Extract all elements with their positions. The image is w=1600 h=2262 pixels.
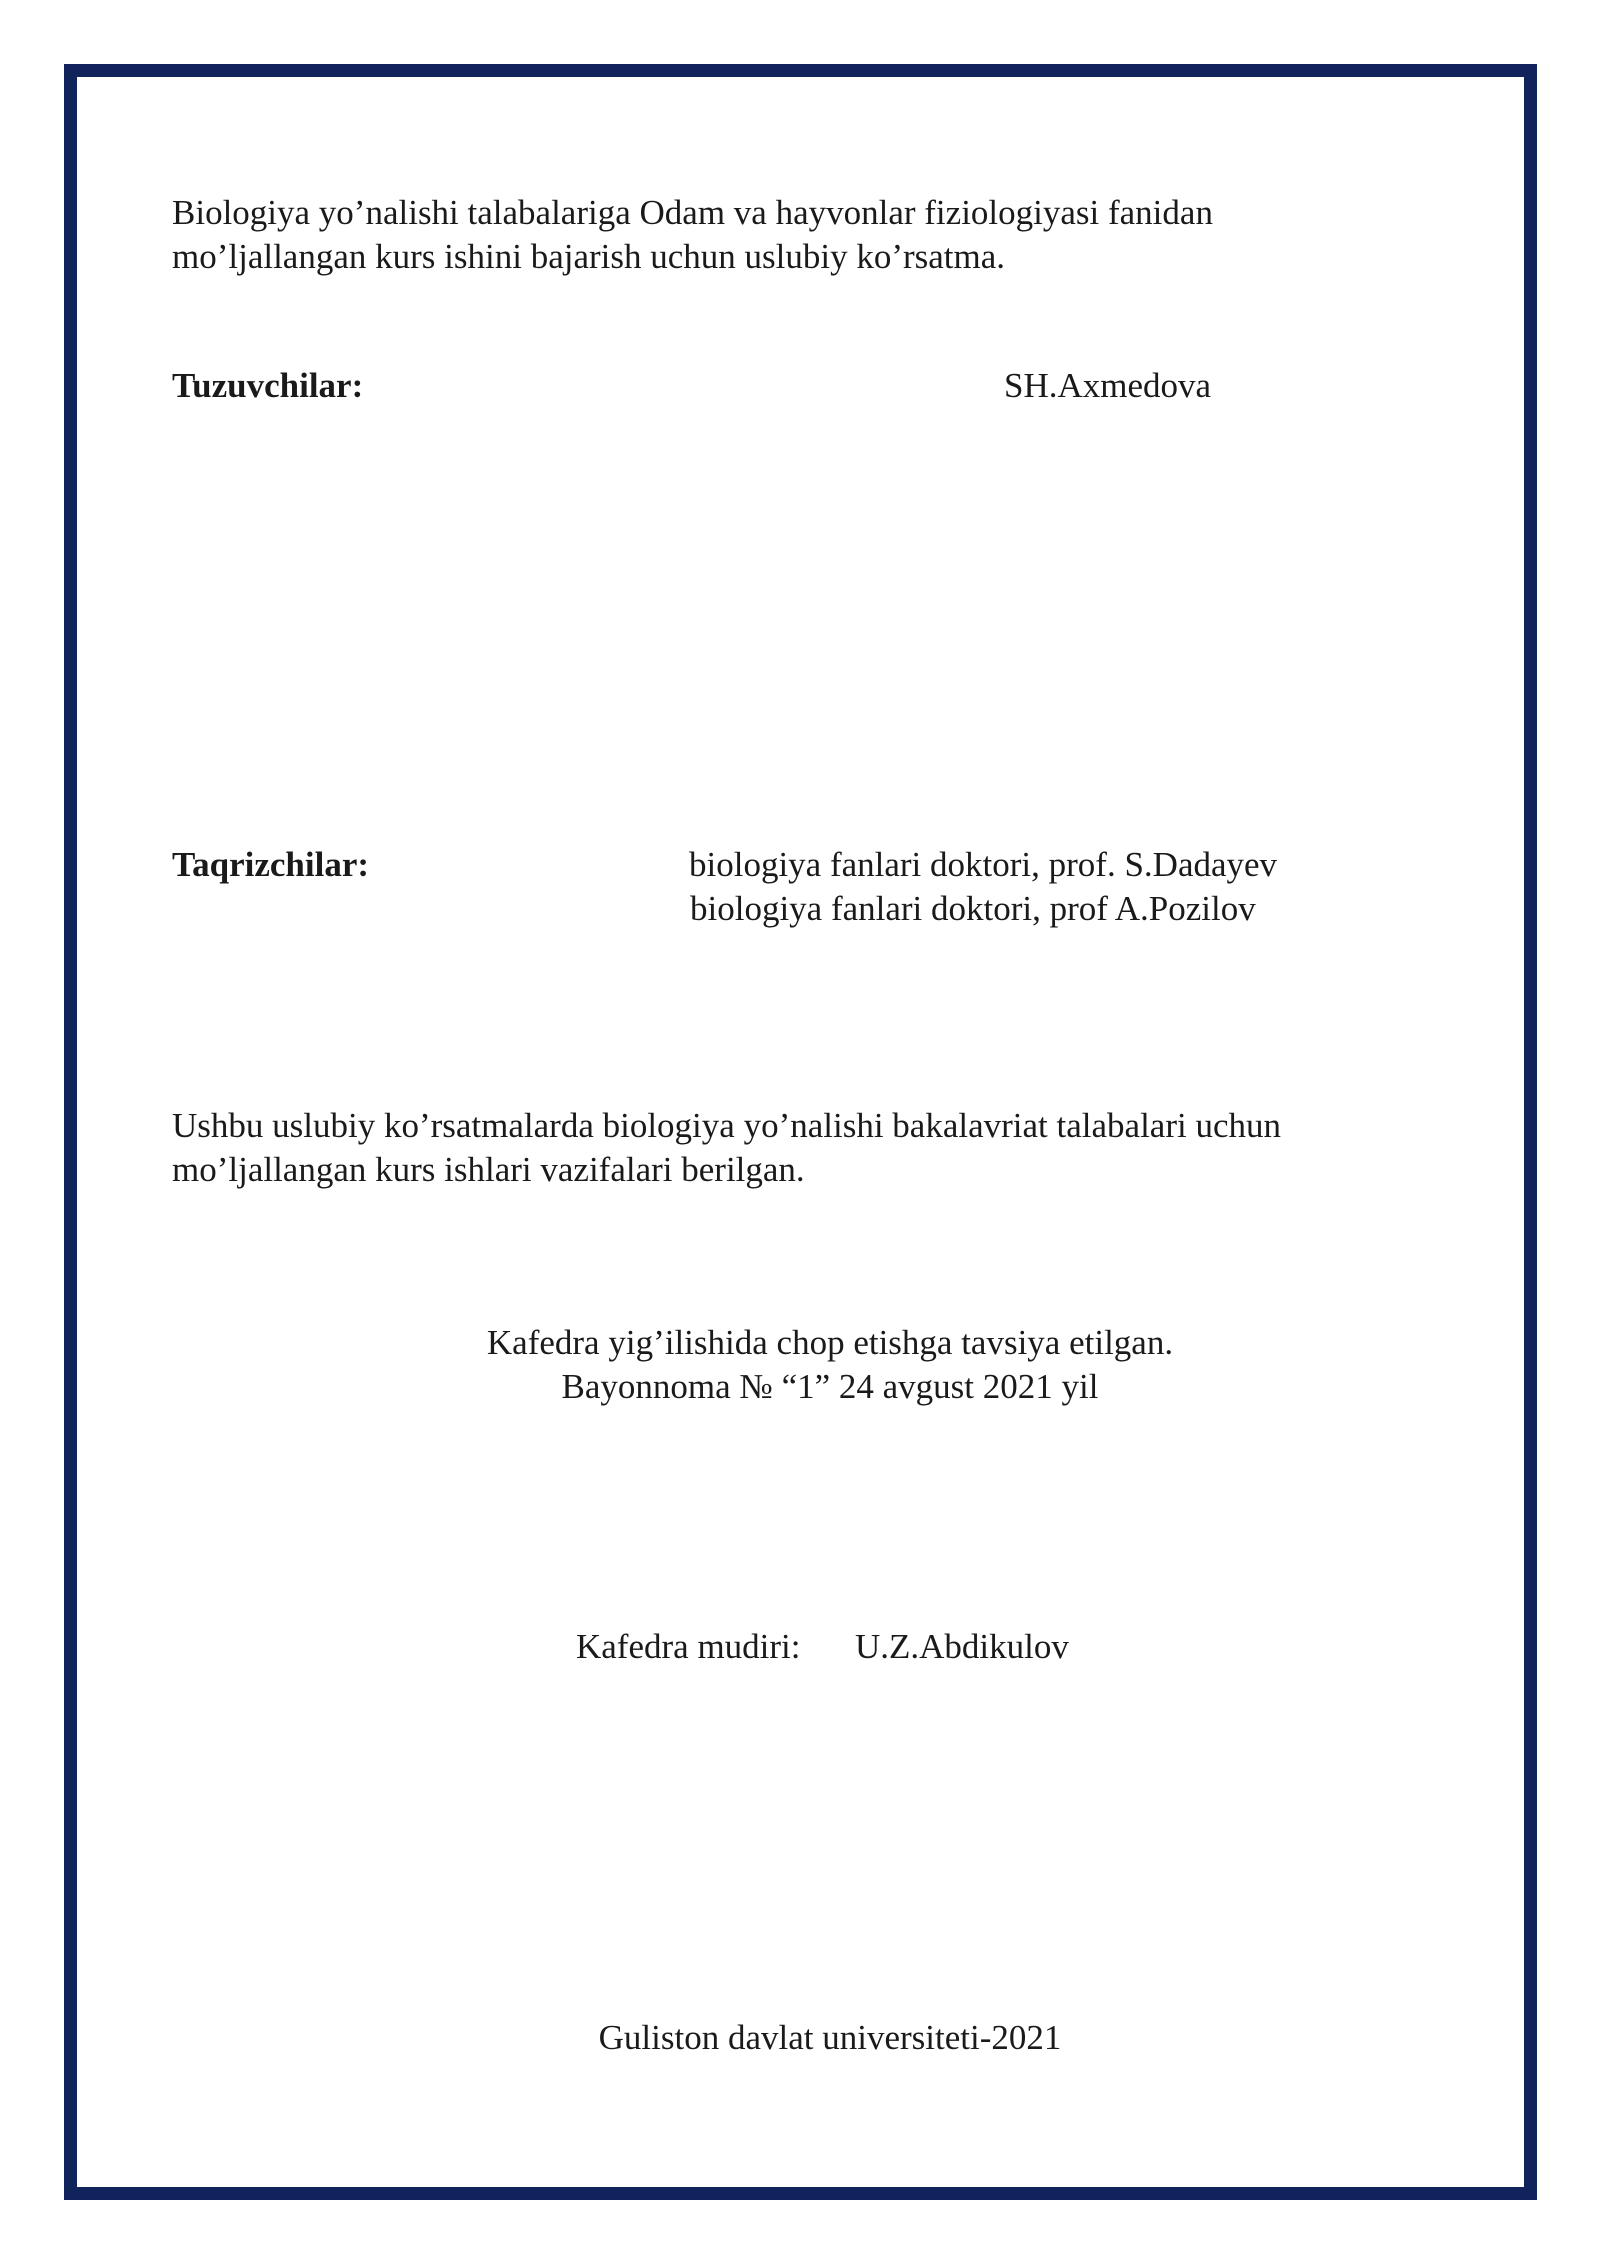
authors-label: Tuzuvchilar: (172, 366, 364, 405)
reviewer-1: biologiya fanlari doktori, prof. S.Dadayev (689, 845, 1278, 884)
head-label: Kafedra mudiri: (576, 1627, 801, 1666)
approval-line-1: Kafedra yig’ilishida chop etishga tavsiya etilgan. (486, 1323, 1174, 1362)
head-name: U.Z.Abdikulov (855, 1627, 1069, 1666)
reviewer-2: biologiya fanlari doktori, prof A.Pozilov (690, 889, 1256, 928)
intro-line-2: mo’ljallangan kurs ishini bajarish uchun uslubiy ko’rsatma. (172, 237, 1006, 276)
footer-university: Guliston davlat universiteti-2021 (598, 2018, 1062, 2057)
description-line-2: mo’ljallangan kurs ishlari vazifalari berilgan. (172, 1150, 805, 1189)
approval-line-2: Bayonnoma № “1” 24 avgust 2021 yil (561, 1367, 1099, 1406)
intro-line-1: Biologiya yo’nalishi talabalariga Odam va hayvonlar fiziologiyasi fanidan (172, 193, 1213, 232)
author-name: SH.Axmedova (1004, 366, 1212, 405)
reviewers-label: Taqrizchilar: (172, 845, 370, 884)
description-line-1: Ushbu uslubiy ko’rsatmalarda biologiya yo’nalishi bakalavriat talabalari uchun (172, 1106, 1281, 1145)
